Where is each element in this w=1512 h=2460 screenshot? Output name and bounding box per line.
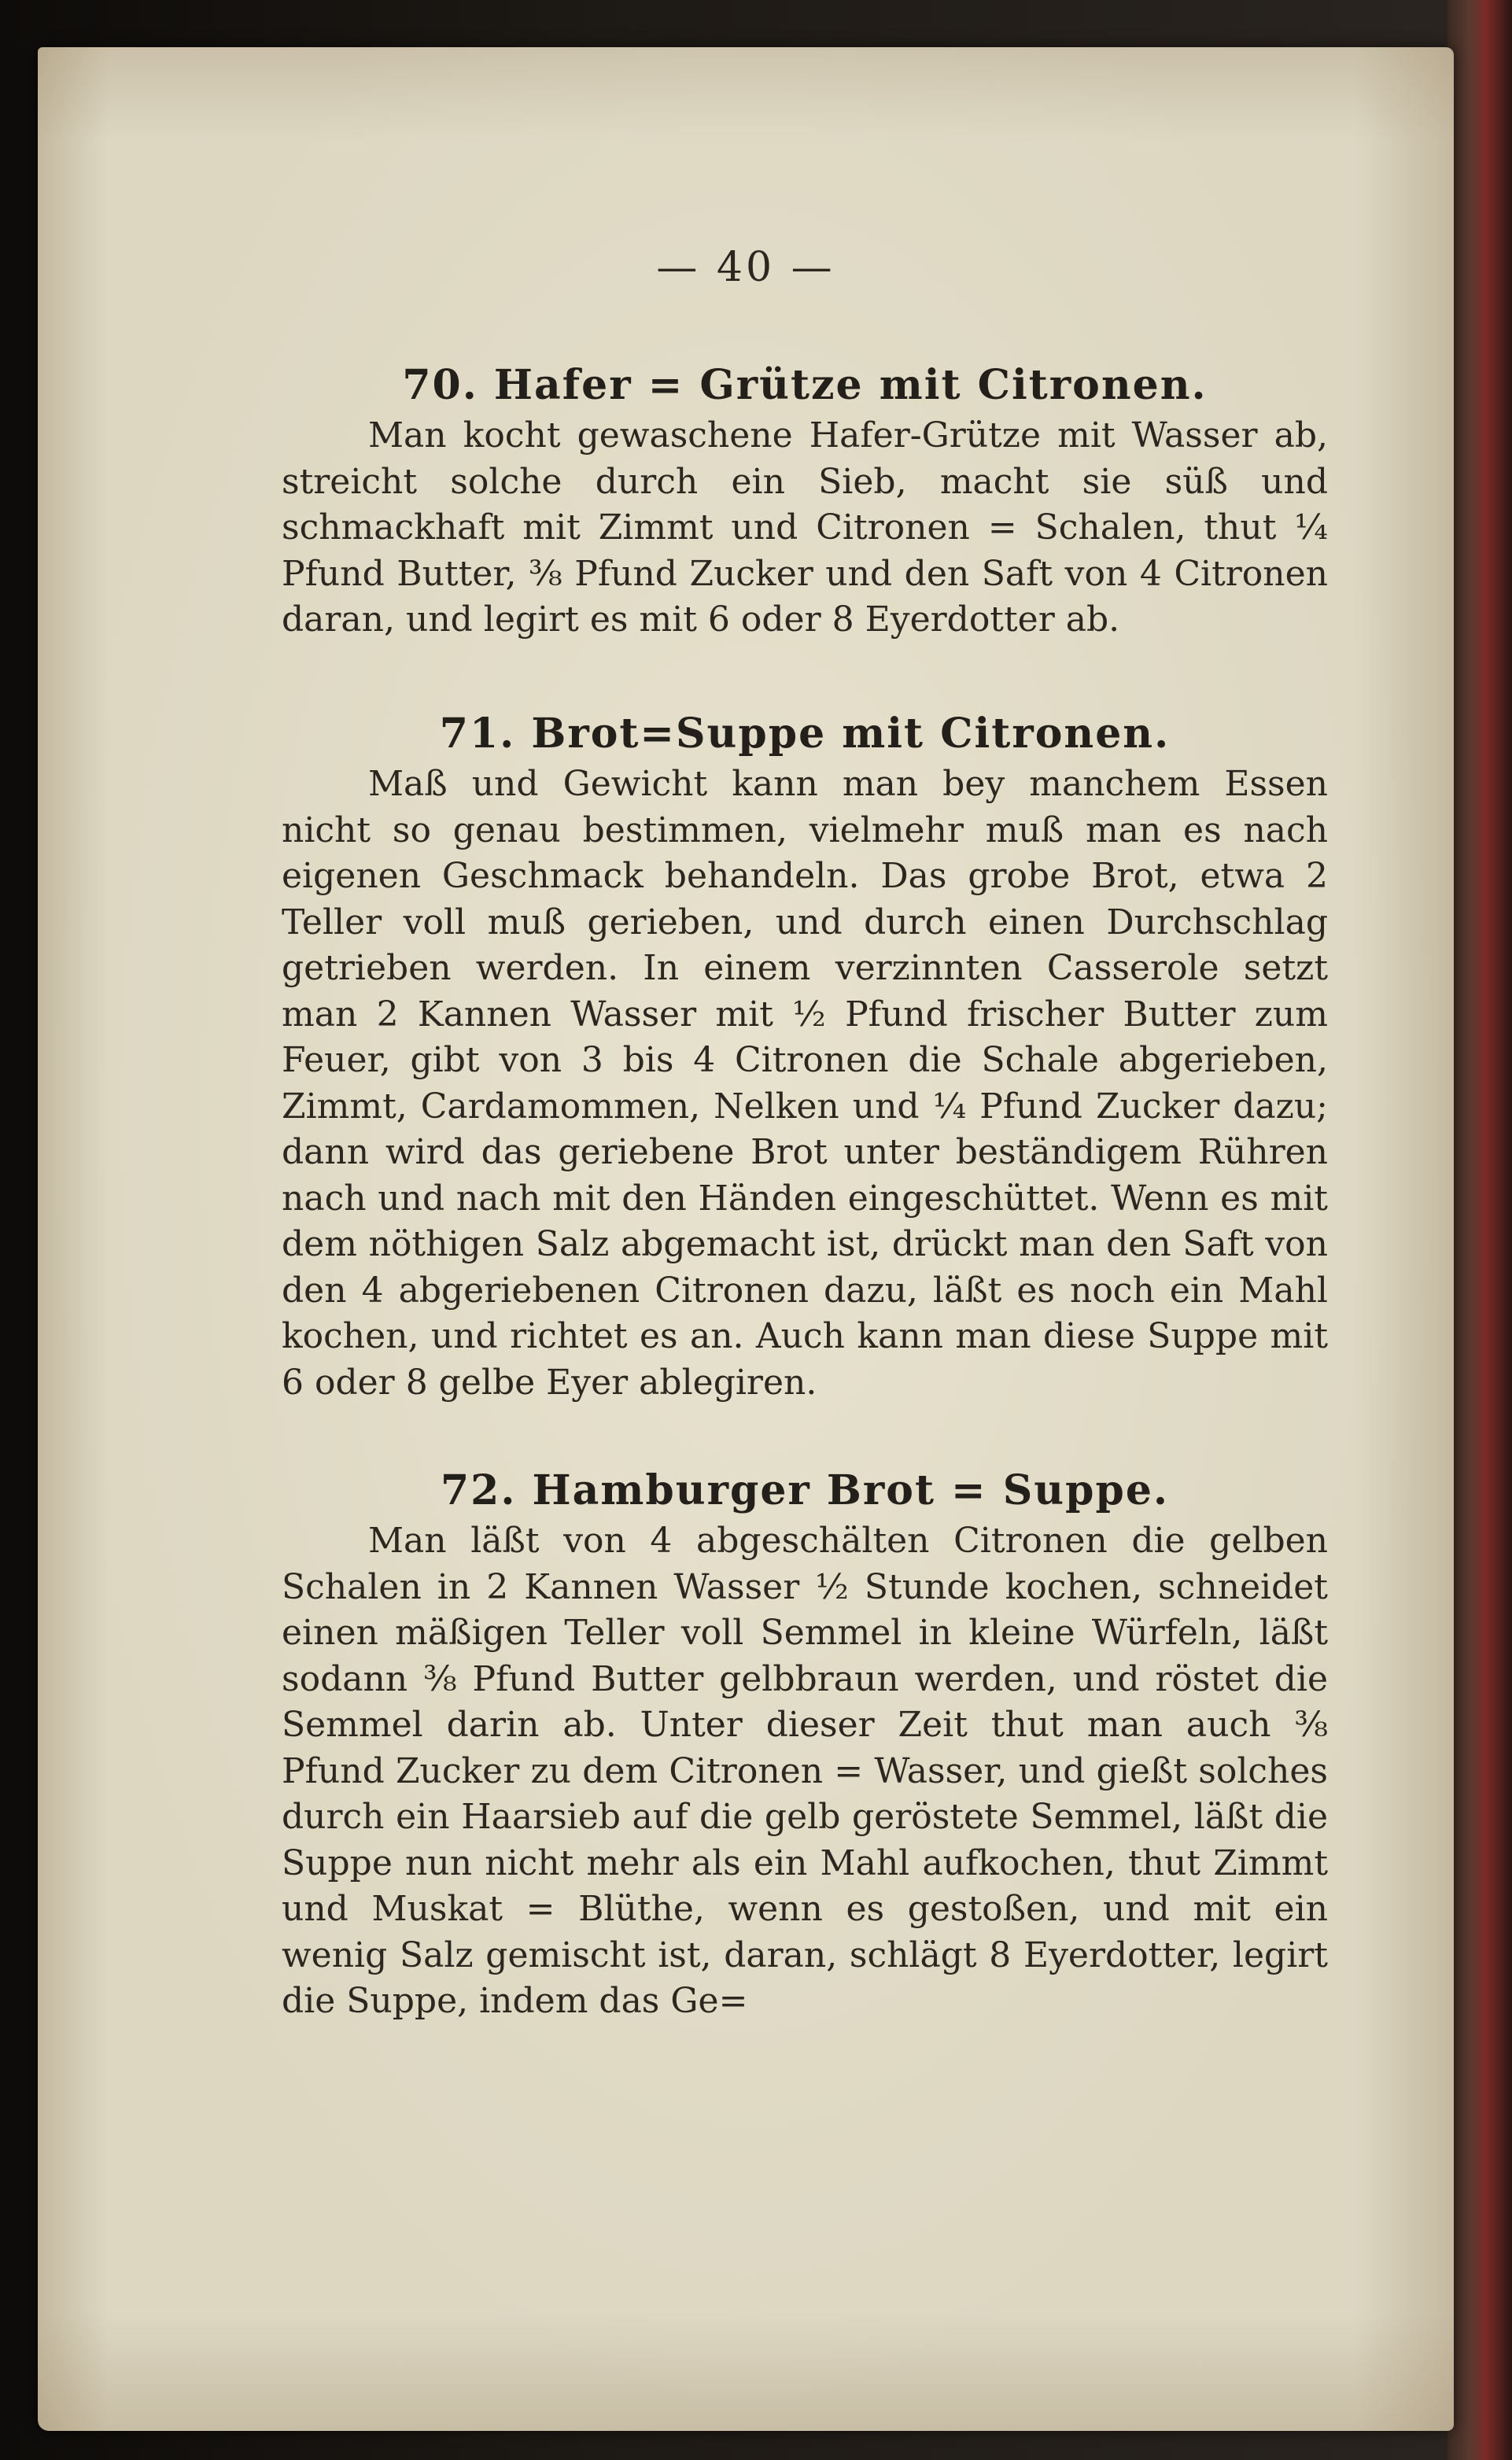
recipe-title: 70. Hafer = Grütze mit Citronen. bbox=[402, 361, 1208, 409]
book-page bbox=[38, 47, 1454, 2431]
recipe-body: Maß und Gewicht kann man bey manchem Essen nicht so genau bestimmen, vielmehr muß man es nach eigenen Geschmack behandeln. Das grobe Brot, etwa 2 Teller voll muß gerieben, und durch einen Durchschlag getrieben werden. In einem verzinnten Casserole setzt man 2 Kannen Wasser mit ½ Pfund frischer Butter zum Feuer, gibt von 3 bis 4 Citronen die Schale abgerieben, Zimmt, Cardamommen, Nelken und ¼ Pfund Zucker dazu; dann wird das geriebene Brot unter beständigem Rühren nach und nach mit den Händen eingeschüttet. Wenn es mit dem nöthigen Salz abgemacht ist, drückt man den Saft von den 4 abgeriebenen Citronen dazu, läßt es noch ein Mahl kochen, und richtet es an. Auch kann man diese Suppe mit 6 oder 8 gelbe Eyer ablegiren. bbox=[282, 764, 1328, 1403]
recipe-71 bbox=[282, 706, 1328, 1406]
recipe-72 bbox=[282, 1463, 1328, 2025]
recipe-title: 71. Brot=Suppe mit Citronen. bbox=[439, 710, 1171, 758]
book-cover-edge bbox=[1447, 0, 1512, 2460]
recipe-70 bbox=[282, 358, 1328, 644]
page-number: — 40 — bbox=[656, 244, 835, 291]
recipe-body: Man kocht gewaschene Hafer-Grütze mit Wasser ab, streicht solche durch ein Sieb, macht sie süß und schmackhaft mit Zimmt und Citronen = Schalen, thut ¼ Pfund Butter, ⅜ Pfund Zucker und den Saft von 4 Citronen daran, und legirt es mit 6 oder 8 Eyerdotter ab. bbox=[282, 415, 1328, 640]
recipe-body: Man läßt von 4 abgeschälten Citronen die gelben Schalen in 2 Kannen Wasser ½ Stunde kochen, schneidet einen mäßigen Teller voll Semmel in kleine Würfeln, läßt sodann ⅜ Pfund Butter gelbbraun werden, und röstet die Semmel darin ab. Unter dieser Zeit thut man auch ⅜ Pfund Zucker zu dem Citronen = Wasser, und gießt solches durch ein Haarsieb auf die gelb geröstete Semmel, läßt die Suppe nun nicht mehr als ein Mahl aufkochen, thut Zimmt und Muskat = Blüthe, wenn es gestoßen, und mit ein wenig Salz gemischt ist, daran, schlägt 8 Eyerdotter, legirt die Suppe, indem das Ge= bbox=[282, 1521, 1328, 2021]
recipe-title: 72. Hamburger Brot = Suppe. bbox=[440, 1466, 1169, 1514]
